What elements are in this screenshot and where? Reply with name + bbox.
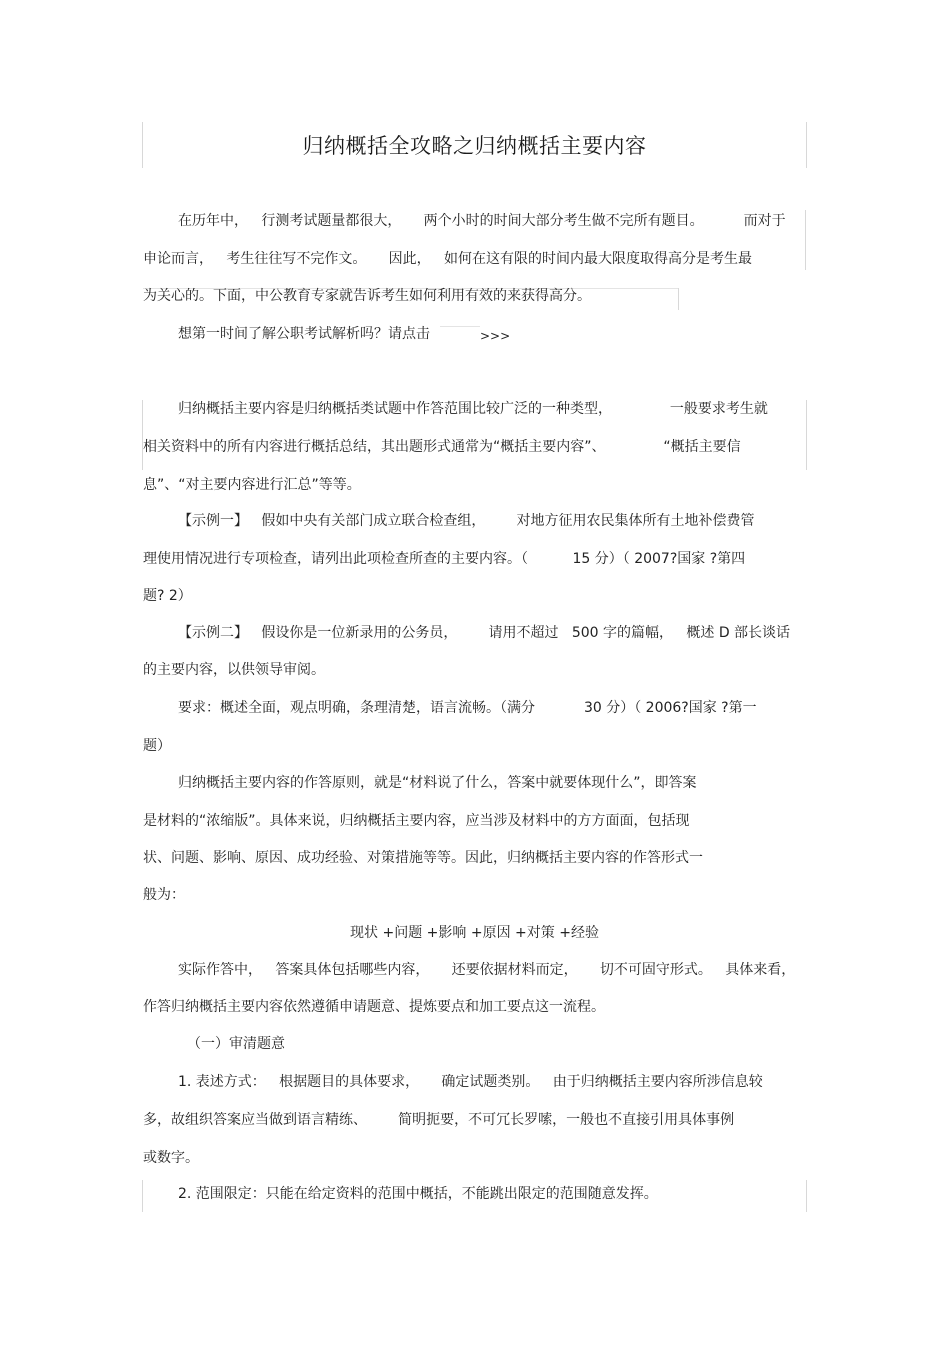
item1-line-1: 1. 表述方式： 根据题目的具体要求， 确定试题类别。 由于归纳概括主要内容所涉信息较 — [178, 1074, 763, 1090]
principle-line-2: 是材料的“浓缩版”。具体来说，归纳概括主要内容，应当涉及材料中的方方面面，包括现 — [143, 813, 690, 829]
para1-line-2: 相关资料中的所有内容进行概括总结，其出题形式通常为“概括主要内容”、 “概括主要信 — [143, 439, 741, 455]
document-title: 归纳概括全攻略之归纳概括主要内容 — [302, 134, 647, 158]
left-margin-line — [142, 400, 143, 470]
item1-line-3: 或数字。 — [143, 1150, 199, 1166]
right-margin-line — [806, 1180, 807, 1212]
promo-text: 想第一时间了解公职考试解析吗？请点击 — [178, 326, 430, 342]
example1-line-1: 【示例一】 假如中央有关部门成立联合检查组， 对地方征用农民集体所有土地补偿费管 — [178, 513, 755, 529]
practice-line-1: 实际作答中， 答案具体包括哪些内容， 还要依据材料而定， 切不可固守形式。 具体来看， — [178, 962, 796, 978]
example2-line-1: 【示例二】 假设你是一位新录用的公务员， 请用不超过 500 字的篇幅， 概述 D 部长谈话 — [178, 625, 791, 641]
right-margin-line — [806, 122, 807, 168]
item1-line-2: 多，故组织答案应当做到语言精练、 简明扼要，不可冗长罗嗦，一般也不直接引用具体事例 — [143, 1112, 735, 1128]
right-margin-line — [805, 210, 806, 270]
example1-line-3: 题? 2） — [143, 588, 192, 604]
promo-link[interactable]: >>> — [480, 329, 511, 343]
formula: 现状 +问题 +影响 +原因 +对策 +经验 — [350, 925, 599, 941]
intro-line-2: 申论而言， 考生往往写不完作文。 因此， 如何在这有限的时间内最大限度取得高分是考生最 — [143, 251, 752, 267]
example1-line-2: 理使用情况进行专项检查，请列出此项检查所查的主要内容。（ 15 分）（ 2007?国家 ?第四 — [143, 551, 746, 567]
intro-line-3: 为关心的。下面，中公教育专家就告诉考生如何利用有效的来获得高分。 — [143, 288, 591, 304]
principle-line-4: 般为： — [143, 887, 185, 903]
section-heading: （一）审清题意 — [187, 1036, 285, 1052]
item2-line: 2. 范围限定：只能在给定资料的范围中概括，不能跳出限定的范围随意发挥。 — [178, 1186, 658, 1202]
practice-line-2: 作答归纳概括主要内容依然遵循申请题意、提炼要点和加工要点这一流程。 — [143, 999, 605, 1015]
example2-line-2: 的主要内容，以供领导审阅。 — [143, 662, 325, 678]
principle-line-3: 状、问题、影响、原因、成功经验、对策措施等等。因此，归纳概括主要内容的作答形式一 — [143, 850, 703, 866]
para1-line-1: 归纳概括主要内容是归纳概括类试题中作答范围比较广泛的一种类型， 一般要求考生就 — [178, 401, 768, 417]
rule-line — [440, 326, 480, 327]
intro-line-1: 在历年中， 行测考试题量都很大， 两个小时的时间大部分考生做不完所有题目。 而对于 — [178, 213, 786, 229]
left-margin-line — [142, 1180, 143, 1212]
para1-line-3: 息”、“对主要内容进行汇总”等等。 — [143, 477, 361, 493]
requirement-line-2: 题） — [143, 738, 171, 754]
right-margin-line — [678, 288, 679, 310]
requirement-line-1: 要求：概述全面，观点明确，条理清楚，语言流畅。（满分 30 分）（ 2006?国家 ?第一 — [178, 700, 757, 716]
principle-line-1: 归纳概括主要内容的作答原则，就是“材料说了什么，答案中就要体现什么”，即答案 — [178, 775, 697, 791]
right-margin-line — [806, 400, 807, 470]
